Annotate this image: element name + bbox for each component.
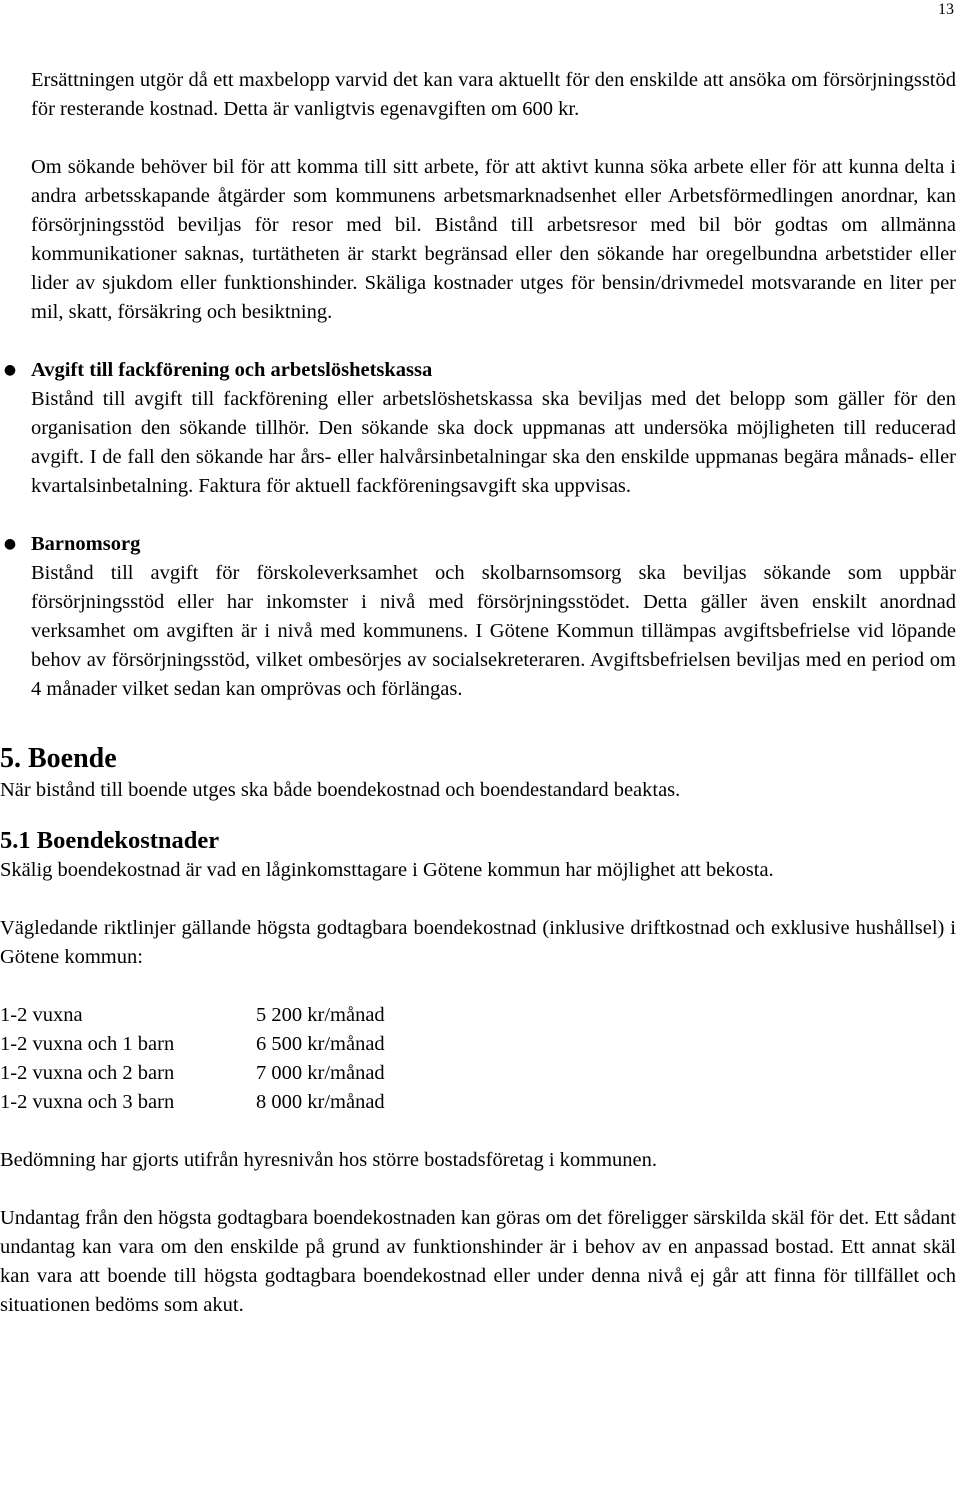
cost-row	[0, 1030, 956, 1059]
bullet-childcare	[0, 530, 956, 704]
bullet-text-childcare: Bistånd till avgift för förskoleverksamhet och skolbarnsomsorg ska beviljas sökande som uppbär försörjningsstöd eller har inkomster i nivå med försörjningsstödet. Detta gäller även enskilt anordnad verksamhet om avgiften är i nivå med kommunens. I Götene Kommun tillämpas avgiftsbefrielse vid löpande behov av försörjningsstöd, vilket ombesörjes av socialsekreteraren. Avgiftsbefrielsen beviljas med en period om 4 månader vilket sedan kan omprövas och förlängas.	[31, 562, 956, 700]
document-body	[0, 66, 956, 1320]
bullet-icon: ●	[3, 536, 17, 552]
section-5-1-paragraph-3: Bedömning har gjorts utifrån hyresnivån hos större bostadsföretag i kommunen.	[0, 1149, 658, 1171]
cost-label: 1-2 vuxna och 2 barn	[0, 1062, 175, 1084]
cost-value: 5 200 kr/månad	[256, 1004, 385, 1026]
cost-value: 7 000 kr/månad	[256, 1062, 385, 1084]
intro-paragraph-1: Ersättningen utgör då ett maxbelopp varvid det kan vara aktuellt för den enskilde att ansöka om försörjningsstöd för resterande kostnad. Detta är vanligtvis egenavgiften om 600 kr.	[31, 69, 956, 120]
cost-value: 8 000 kr/månad	[256, 1091, 385, 1113]
section-5-text: När bistånd till boende utges ska både boendekostnad och boendestandard beaktas.	[0, 779, 681, 801]
intro-paragraph-2-part-a: Om sökande behöver bil för att komma till sitt arbete, för att aktivt kunna söka arbete eller för att kunna delta i andra arbetsskapande åtgärder som kommunens arbetsmarknadsenhet eller Arbetsförmedlingen anordnar, kan försörjningsstöd beviljas för resor med bil. Bistånd till arbetsresor med bil bör godtas om allmänna kommunikationer saknas, turtätheten är starkt begränsad eller den sökande har oregelbundna arbetstider eller lider av sjukdom eller funktionshinder.	[31, 156, 956, 294]
bullet-text-union-fees: Bistånd till avgift till fackförening eller arbetslöshetskassa ska beviljas med det belopp som gäller för den organisation den sökande tillhör. Den sökande ska dock uppmanas att undersöka möjligheten till reducerad avgift. I de fall den sökande har års- eller halvårsinbetalningar ska den enskilde uppmanas begära månads- eller kvartalsinbetalning. Faktura för aktuell fackföreningsavgift ska uppvisas.	[31, 388, 956, 497]
section-5-heading: 5. Boende	[0, 743, 117, 774]
section-5-1-paragraph-4: Undantag från den högsta godtagbara boendekostnaden kan göras om det föreligger särskilda skäl för det. Ett sådant undantag kan vara om den enskilde på grund av funktionshinder är i behov av en anpassad bostad. Ett annat skäl kan vara att boende till högsta godtagbara boendekostnad eller under denna nivå ej går att finna för tillfället och situationen bedöms som akut.	[0, 1207, 956, 1316]
cost-row	[0, 1059, 956, 1088]
housing-cost-table	[0, 1001, 956, 1117]
page-number: 13	[938, 1, 954, 18]
cost-value: 6 500 kr/månad	[256, 1033, 385, 1055]
cost-row	[0, 1001, 956, 1030]
cost-row	[0, 1088, 956, 1117]
bullet-union-fees	[0, 356, 956, 501]
section-5-1-paragraph-2: Vägledande riktlinjer gällande högsta godtagbara boendekostnad (inklusive driftkostnad och exklusive hushållsel) i Götene kommun:	[0, 917, 956, 968]
intro-block	[0, 66, 956, 327]
cost-label: 1-2 vuxna	[0, 1004, 83, 1026]
section-5-1-heading: 5.1 Boendekostnader	[0, 827, 220, 854]
section-5-1-paragraph-1: Skälig boendekostnad är vad en låginkomsttagare i Götene kommun har möjlighet att bekosta.	[0, 859, 774, 881]
cost-label: 1-2 vuxna och 3 barn	[0, 1091, 175, 1113]
intro-paragraph-2-part-b: Skäliga kostnader utges för bensin/drivmedel motsvarande en liter per mil, skatt, försäkring och besiktning.	[31, 272, 956, 323]
bullet-heading-union-fees: Avgift till fackförening och arbetslöshetskassa	[31, 359, 433, 381]
bullet-heading-childcare: Barnomsorg	[31, 533, 141, 555]
intro-paragraph-2	[31, 153, 956, 327]
cost-label: 1-2 vuxna och 1 barn	[0, 1033, 175, 1055]
bullet-icon: ●	[3, 362, 17, 378]
